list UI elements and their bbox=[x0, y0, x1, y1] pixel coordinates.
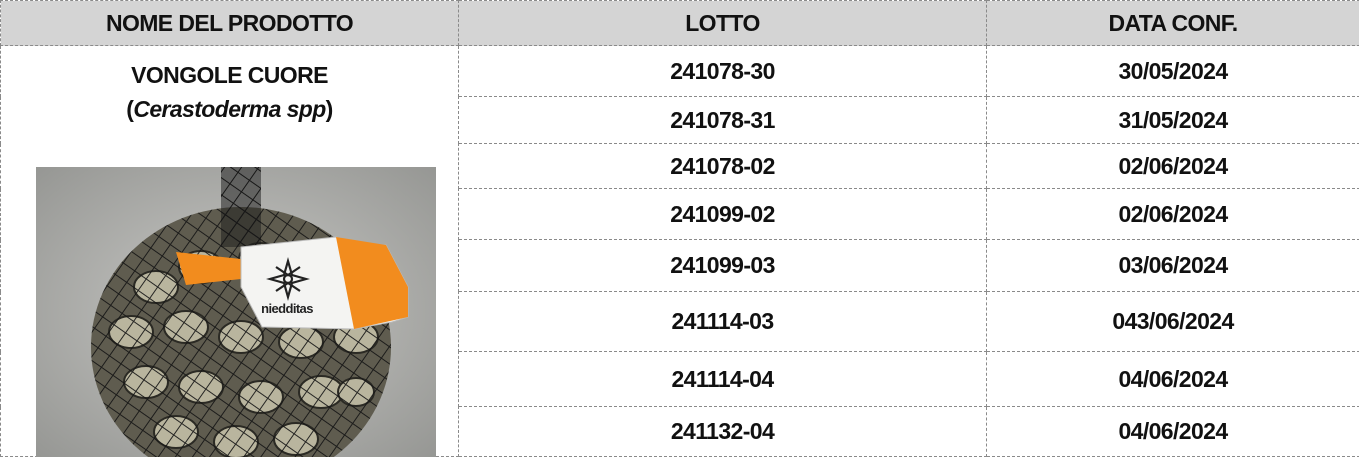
header-lotto: LOTTO bbox=[459, 1, 987, 46]
header-row bbox=[1, 1, 1359, 46]
date-cell: 02/06/2024 bbox=[987, 144, 1359, 189]
date-cell: 04/06/2024 bbox=[987, 407, 1359, 457]
table-row bbox=[1, 46, 1359, 97]
lotto-cell: 241078-02 bbox=[459, 144, 987, 189]
date-cell: 04/06/2024 bbox=[987, 352, 1359, 407]
header-date: DATA CONF. bbox=[987, 1, 1359, 46]
date-cell: 02/06/2024 bbox=[987, 189, 1359, 240]
date-cell: 31/05/2024 bbox=[987, 97, 1359, 144]
product-name: VONGOLE CUORE bbox=[1, 58, 458, 92]
product-cell bbox=[1, 46, 459, 457]
svg-text:niedditas: niedditas bbox=[261, 301, 313, 316]
lotto-cell: 241114-03 bbox=[459, 292, 987, 352]
date-cell: 03/06/2024 bbox=[987, 240, 1359, 292]
date-cell: 043/06/2024 bbox=[987, 292, 1359, 352]
product-photo bbox=[36, 167, 436, 457]
lotto-cell: 241078-30 bbox=[459, 46, 987, 97]
lotto-cell: 241078-31 bbox=[459, 97, 987, 144]
date-cell: 30/05/2024 bbox=[987, 46, 1359, 97]
lotto-cell: 241114-04 bbox=[459, 352, 987, 407]
product-scientific-name: (Cerastoderma spp) bbox=[1, 92, 458, 126]
lotto-cell: 241099-03 bbox=[459, 240, 987, 292]
lotto-cell: 241132-04 bbox=[459, 407, 987, 457]
lotto-cell: 241099-02 bbox=[459, 189, 987, 240]
header-product: NOME DEL PRODOTTO bbox=[1, 1, 459, 46]
